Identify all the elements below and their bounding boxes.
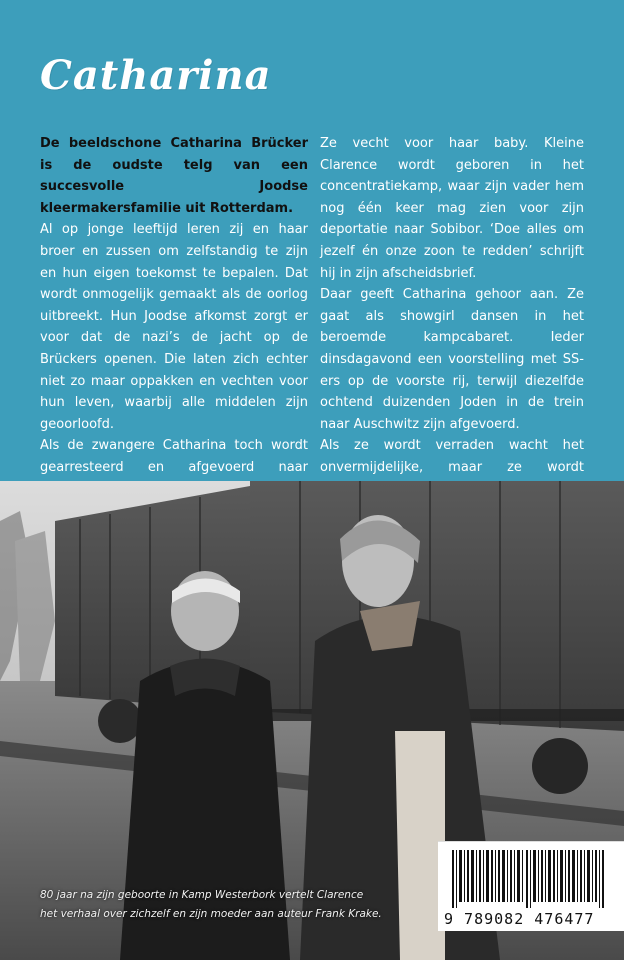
blurb-paragraph-1: Al op jonge leeftijd leren zij en haar broer en zussen om zelfstandig te zijn en hun eigen toekomst te bepalen. Dat wordt onmogelijk gemaakt als de oorlog uitbreekt. Hun Joodse afkomst zorgt er voor dat de nazi’s de jacht op de Brückers openen. Die laten zich echter niet zo maar oppakken en vechten voor hun leven, waarbij alle middelen zijn geoorloofd. [40, 222, 308, 432]
blurb-paragraph-2: Als de zwangere Catharina toch wordt gearresteerd en afgevoerd naar [40, 438, 308, 475]
isbn-digits: 9 789082 476477 [444, 910, 595, 928]
photo-caption [40, 886, 440, 924]
blurb-column-left [40, 133, 308, 522]
blurb-paragraph-4: Daar geeft Catharina gehoor aan. Ze gaat als showgirl dansen in het beroemde kampcabaret. Ieder dinsdagavond een voorstelling met SS-ers op de voorste rij, terwijl diezelfde ochtend duizenden Joden in de trein naar Auschwitz zijn afgevoerd. [320, 287, 584, 432]
blurb-paragraph-5: Als ze wordt verraden wacht het onvermijdelijke, maar ze wordt [320, 438, 584, 475]
photo-caption-line-1: 80 jaar na zijn geboorte in Kamp Westerbork vertelt Clarence [40, 889, 364, 901]
blurb-column-right [320, 133, 584, 522]
barcode-bars [452, 850, 612, 908]
photo-caption-line-2: het verhaal over zichzelf en zijn moeder aan auteur Frank Krake. [40, 908, 382, 920]
book-title: Catharina [40, 52, 272, 99]
blurb-lead: De beeldschone Catharina Brücker is de oudste telg van een succesvolle Joodse kleermakersfamilie uit Rotterdam. [40, 136, 308, 216]
blurb-paragraph-3: Ze vecht voor haar baby. Kleine Clarence wordt geboren in het concentratiekamp, waar zijn vader hem nog één keer mag zien voor zijn deportatie naar Sobibor. ‘Doe alles om jezelf én onze zoon te redden’ schrijft hij in zijn afscheidsbrief. [320, 136, 584, 281]
isbn-barcode [438, 841, 624, 931]
